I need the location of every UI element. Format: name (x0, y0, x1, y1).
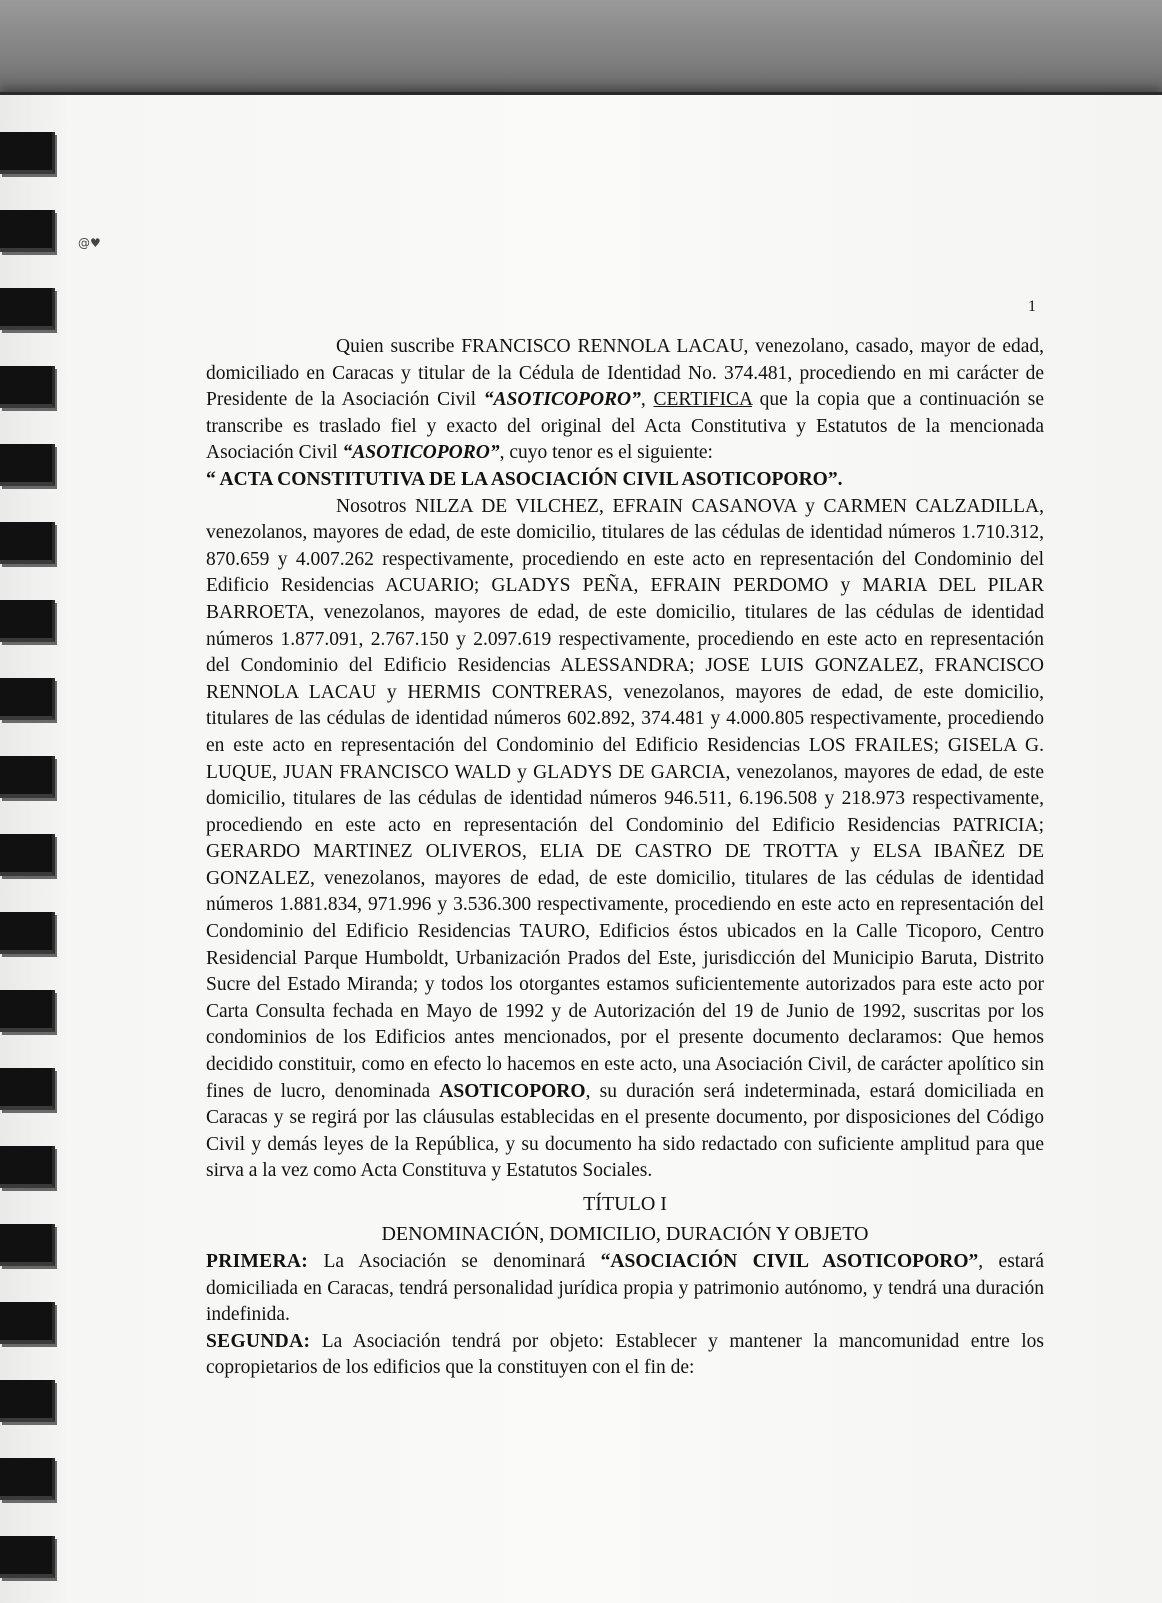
binding-hole (0, 678, 55, 720)
intro-text: , (640, 389, 654, 411)
association-name: ASOTICOPORO (439, 1080, 586, 1102)
intro-text: que la copia que a continuación se transcribe es traslado fiel y exacto del original del Acta Constitutiva y Estatutos de la mencionada Asociación Civil (206, 389, 1044, 464)
binding-hole (0, 834, 55, 876)
intro-paragraph (206, 334, 1044, 467)
title-number: TÍTULO I (583, 1193, 667, 1215)
certifica-word: CERTIFICA (653, 389, 752, 411)
clause-text: La Asociación se denominará (308, 1251, 601, 1272)
binding-hole (0, 1302, 55, 1344)
association-name: “ASOTICOPORO” (483, 389, 641, 411)
clause-label: PRIMERA: (206, 1251, 309, 1272)
binding-hole (0, 1536, 55, 1578)
binding-hole (0, 1458, 55, 1500)
binding-hole (0, 366, 55, 408)
binding-hole (0, 912, 55, 954)
binding-hole (0, 444, 55, 486)
clause-text: , estará domiciliada en Caracas, tendrá personalidad jurídica propia y patrimonio autónomo, y tendrá una duración indefinida. (206, 1251, 1045, 1326)
page-number: 1 (1028, 298, 1036, 315)
binding-hole (0, 1146, 55, 1188)
clause-primera (206, 1249, 1044, 1329)
binding-hole (0, 1068, 55, 1110)
body-paragraph (206, 494, 1044, 1185)
clause-text: La Asociación tendrá por objeto: Establecer y mantener la mancomunidad entre los copropietarios de los edificios que la constituyen con el fin de: (206, 1330, 1044, 1379)
intro-text: , cuyo tenor es el siguiente: (499, 442, 713, 464)
binding-hole (0, 210, 55, 252)
binding-hole (0, 990, 55, 1032)
title-block (206, 1189, 1044, 1249)
binding-hole (0, 1380, 55, 1422)
spiral-binding (0, 132, 60, 1600)
document-text (206, 334, 1044, 1382)
clause-label: SEGUNDA: (206, 1330, 311, 1352)
intro-text: Quien suscribe FRANCISCO RENNOLA LACAU, venezolano, casado, mayor de edad, domiciliado en Caracas y titular de la Cédula de Identidad No. 374.481, procediendo en mi carácter de Presidente de la Asociación Civil (206, 336, 1044, 411)
body-text: Nosotros NILZA DE VILCHEZ, EFRAIN CASANOVA y CARMEN CALZADILLA, venezolanos, mayores de edad, de este domicilio, titulares de las cédulas de identidad números 1.710.312, 870.659 y 4.007.262 respectivamente, procediendo en este acto en representación del Condominio del Edificio Residencias ACUARIO; GLADYS PEÑA, EFRAIN PERDOMO y MARIA DEL PILAR BARROETA, venezolanos, mayores de edad, de este domicilio, titulares de las cédulas de identidad números 1.877.091, 2.767.150 y 2.097.619 respectivamente, procediendo en este acto en representación del Condominio del Edificio Residencias ALESSANDRA; JOSE LUIS GONZALEZ, FRANCISCO RENNOLA LACAU y HERMIS CONTRERAS, venezolanos, mayores de edad, de este domicilio, titulares de las cédulas de identidad números 602.892, 374.481 y 4.000.805 respectivamente, procediendo en este acto en representación del Condominio del Edificio Residencias LOS FRAILES; GISELA G. LUQUE, JUAN FRANCISCO WALD y GLADYS DE GARCIA, venezolanos, mayores de edad, de este domicilio, titulares de las cédulas de identidad números 946.511, 6.196.508 y 218.973 respectivamente, procediendo en este acto en representación del Condominio del Edificio Residencias PATRICIA; GERARDO MARTINEZ OLIVEROS, ELIA DE CASTRO DE TROTTA y ELSA IBAÑEZ DE GONZALEZ, venezolanos, mayores de edad, de este domicilio, titulares de las cédulas de identidad números 1.881.834, 971.996 y 3.536.300 respectivamente, procediendo en este acto en representación del Condominio del Edificio Residencias TAURO, Edificios éstos ubicados en la Calle Ticoporo, Centro Residencial Parque Humboldt, Urbanización Prados del Este, jurisdicción del Municipio Baruta, Distrito Sucre del Estado Miranda; y todos los otorgantes estamos suficientemente autorizados para este acto por Carta Consulta fechada en Mayo de 1992 y de Autorización del 19 de Junio de 1992, suscritas por los condominios de los Edificios antes mencionados, por el presente documento declaramos: Que hemos decidido constituir, como en efecto lo hacemos en este acto, una Asociación Civil, de carácter apolítico sin fines de lucro, denominada (206, 495, 1044, 1102)
clause-segunda (206, 1329, 1044, 1382)
title-heading: DENOMINACIÓN, DOMICILIO, DURACIÓN Y OBJETO (381, 1223, 869, 1245)
binding-hole (0, 600, 55, 642)
acta-heading: “ ACTA CONSTITUTIVA DE LA ASOCIACIÓN CIVIL ASOTICOPORO”. (206, 468, 843, 490)
binding-hole (0, 1224, 55, 1266)
binding-hole (0, 522, 55, 564)
handwritten-mark: @♥ (78, 236, 101, 250)
binding-hole (0, 132, 55, 174)
binding-hole (0, 288, 55, 330)
association-full-name: “ASOCIACIÓN CIVIL ASOTICOPORO” (600, 1251, 979, 1272)
body-text: , su duración será indeterminada, estará domiciliada en Caracas y se regirá por las cláusulas establecidas en el presente documento, por disposiciones del Código Civil y demás leyes de la República, y su documento ha sido redactado con suficiente amplitud para que sirva a la vez como Acta Constituva y Estatutos Sociales. (206, 1080, 1044, 1182)
binding-hole (0, 756, 55, 798)
association-name: “ASOTICOPORO” (342, 442, 500, 464)
